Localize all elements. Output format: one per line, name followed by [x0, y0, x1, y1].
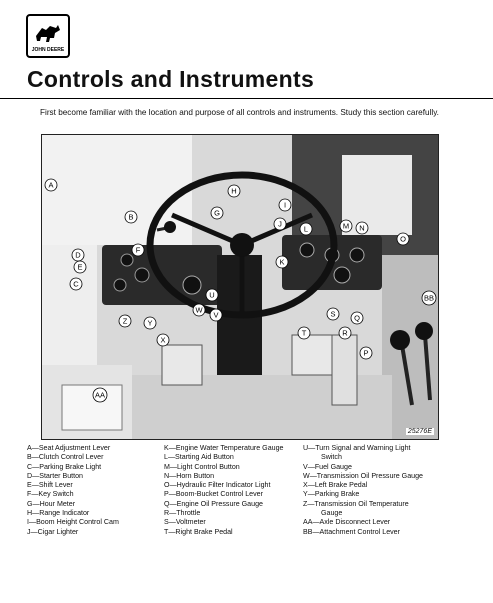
svg-text:L: L: [303, 224, 309, 234]
legend-item: V—Fuel Gauge: [303, 462, 352, 471]
svg-text:U: U: [209, 290, 215, 300]
svg-text:K: K: [279, 257, 285, 267]
legend-column-1: [27, 444, 119, 537]
svg-text:H: H: [231, 186, 237, 196]
svg-text:T: T: [301, 328, 307, 338]
svg-text:F: F: [135, 245, 141, 255]
svg-text:N: N: [359, 223, 365, 233]
svg-text:C: C: [73, 279, 79, 289]
legend-item: U—Turn Signal and Warning Light: [303, 444, 411, 452]
svg-text:S: S: [330, 309, 336, 319]
legend-item: I—Boom Height Control Cam: [27, 518, 119, 527]
intro-text: First become familiar with the location and purpose of all controls and instruments. Study this section carefully.: [40, 108, 439, 117]
svg-text:M: M: [342, 221, 350, 231]
legend-item-continuation: Gauge: [321, 509, 343, 518]
john-deere-logo: [26, 14, 70, 58]
svg-text:R: R: [342, 328, 348, 338]
svg-text:J: J: [278, 219, 282, 229]
svg-text:V: V: [213, 310, 219, 320]
legend-item: G—Hour Meter: [27, 499, 76, 508]
page-title: Controls and Instruments: [27, 66, 315, 92]
svg-text:W: W: [195, 305, 203, 315]
svg-text:I: I: [283, 200, 287, 210]
svg-text:E: E: [77, 262, 83, 272]
legend-item-continuation: Switch: [321, 453, 342, 462]
legend-item: W—Transmission Oil Pressure Gauge: [303, 471, 423, 480]
legend-item: K—Engine Water Temperature Gauge: [164, 444, 284, 452]
cab-controls-photo: [41, 134, 439, 440]
title-rule: [0, 98, 493, 99]
legend-item: D—Starter Button: [27, 471, 83, 480]
legend-item: Q—Engine Oil Pressure Gauge: [164, 499, 263, 508]
svg-text:X: X: [160, 335, 166, 345]
legend-item: R—Throttle: [164, 509, 201, 518]
legend-item: S—Voltmeter: [164, 518, 206, 527]
legend-item: B—Clutch Control Lever: [27, 453, 104, 462]
legend-item: M—Light Control Button: [164, 462, 240, 471]
svg-text:A: A: [48, 180, 54, 190]
legend-item: P—Boom-Bucket Control Lever: [164, 490, 263, 499]
legend-item: N—Horn Button: [164, 471, 215, 480]
svg-text:Y: Y: [147, 318, 153, 328]
svg-text:G: G: [214, 208, 220, 218]
legend-item: T—Right Brake Pedal: [164, 527, 233, 536]
legend-item: F—Key Switch: [27, 490, 74, 499]
legend-item: AA—Axle Disconnect Lever: [303, 518, 391, 527]
svg-text:P: P: [363, 348, 369, 358]
legend-item: E—Shift Lever: [27, 481, 73, 490]
legend-item: H—Range Indicator: [27, 509, 90, 518]
legend-item: Y—Parking Brake: [303, 490, 360, 499]
legend-item: C—Parking Brake Light: [27, 462, 102, 471]
logo-text: JOHN DEERE: [31, 47, 65, 53]
svg-text:B: B: [128, 212, 134, 222]
svg-text:D: D: [75, 250, 81, 260]
svg-text:Q: Q: [354, 313, 360, 323]
legend-item: BB—Attachment Control Lever: [303, 527, 400, 536]
legend-item: J—Cigar Lighter: [27, 527, 79, 536]
legend-item: O—Hydraulic Filter Indicator Light: [164, 481, 271, 490]
legend-item: Z—Transmission Oil Temperature: [303, 499, 409, 508]
figure-number: 25276E: [407, 428, 432, 435]
svg-text:O: O: [400, 234, 406, 244]
svg-text:BB: BB: [423, 293, 435, 303]
svg-text:AA: AA: [94, 390, 106, 400]
legend-item: A—Seat Adjustment Lever: [27, 444, 111, 452]
legend-column-2: [164, 444, 283, 537]
legend-item: L—Starting Aid Button: [164, 453, 234, 462]
legend-column-3: [303, 444, 423, 537]
svg-text:Z: Z: [122, 316, 128, 326]
legend-item: X—Left Brake Pedal: [303, 481, 368, 490]
